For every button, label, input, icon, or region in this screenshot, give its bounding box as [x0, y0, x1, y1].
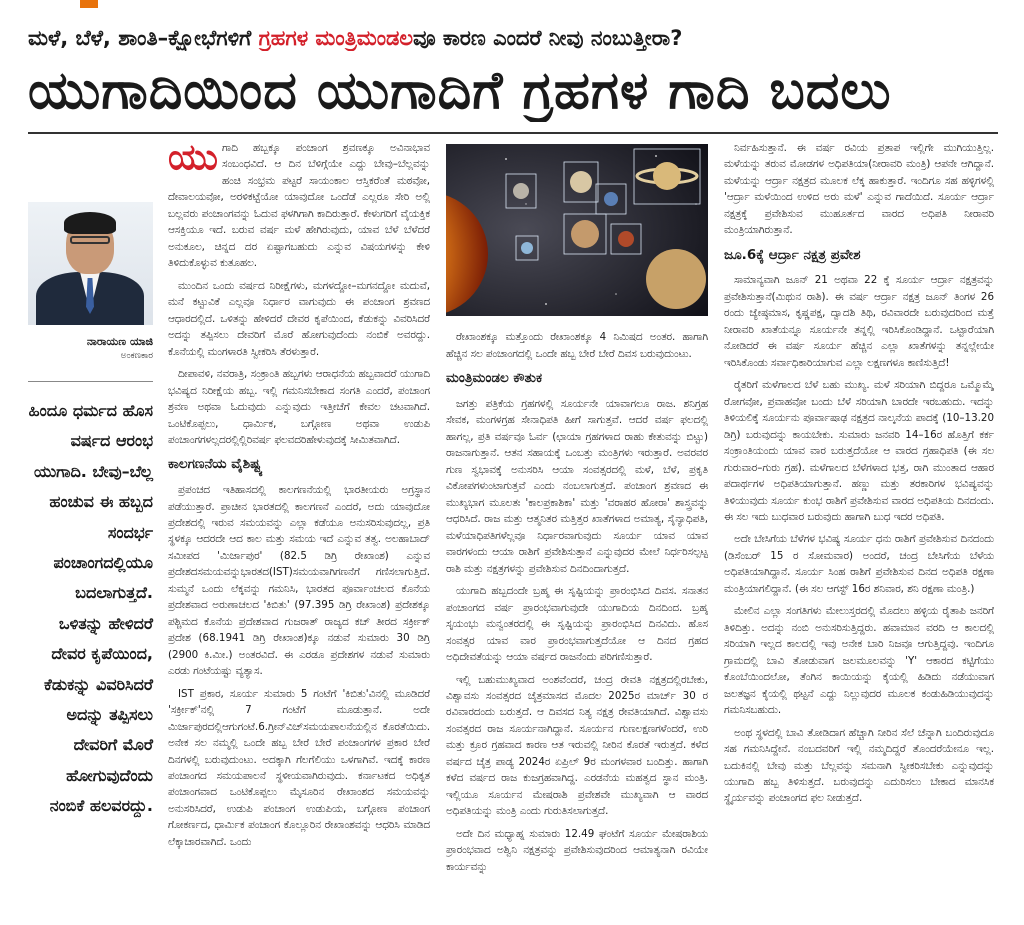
- col3-para-5: ಮೇಲಿನ ಎಲ್ಲಾ ಸಂಗತಿಗಳು ಮೇಲುಸ್ತರದಲ್ಲಿ ಮೊದಲು ಹಳ್ಳಿಯ ರೈತಾಪಿ ಜನರಿಗೆ ತಿಳಿದಿತ್ತು. ಅದನ್ನು ನಂಬಿ ಅನುಸರಿಸುತ್ತಿದ್ದರು. ಹವಾಮಾನ ವರದಿ ಆ ಕಾಲದಲ್ಲಿ ಸರಿಯಾಗಿ ಇಲ್ಲದ ಕಾಲದಲ್ಲಿ ಇವು ಅನೇಕ ಬಾರಿ ನಿಜವೂ ಆಗುತ್ತಿದ್ದವು. ಇಂದಿಗೂ ಗ್ರಾಮದಲ್ಲಿ ಬಾವಿ ತೋಡುವಾಗ ಜಲಮೂಲವನ್ನು 'Y' ಆಕಾರದ ಕಟ್ಟಿಗೆಯು ಕೊಂಬೆಯಿಂದಲೋ, ತೆಂಗಿನ ಕಾಯಿಯನ್ನು ಕೈಯಲ್ಲಿ ಹಿಡಿದು ನಡೆಯುವಾಗ ಜಲತಜ್ಞನ ಕೈಯಲ್ಲಿ ಥಟ್ಟನೆ ಎದ್ದು ನಿಲ್ಲುವುದರ ಮೂಲಕ ಕಂಡುಹಿಡಿಯುವುದನ್ನು ಗಮನಿಸಬಹುದು.: [724, 605, 994, 717]
- col1-para-4: ಪ್ರಪಂಚದ ಇತಿಹಾಸದಲ್ಲಿ ಕಾಲಗಣನೆಯಲ್ಲಿ ಭಾರತೀಯರು ಅಗ್ರಸ್ಥಾನ ಪಡೆಯುತ್ತಾರೆ. ಪ್ರಾಚೀನ ಭಾರತದಲ್ಲಿ ಕಾಲಗಣನೆ ಎಂದರೆ, ಅದು ಯಾವುದೋ ಪ್ರದೇಶದಲ್ಲಿ ಇರುವ ಸಮಯವನ್ನು ಎಲ್ಲಾ ಕಡೆಯೂ ಅನುಸರಿಸುವುದಲ್ಲ, ಪ್ರತಿ ಸ್ಥಳಕ್ಕೂ ಆದರದೇ ಆದ ಕಾಲ ಮತ್ತು ಸಮಯ ಇದೆ ಎನ್ನುವ ತತ್ವ. ಅಲಹಾಬಾದ್ ಸಮೀಪದ 'ಮಿರ್ಜಾಪುರ' (82.5 ಡಿಗ್ರಿ ರೇಖಾಂಶ) ಎನ್ನುವ ಪ್ರದೇಶದಸಮಯವನ್ನುಭಾರತದ(IST)ಸಮಯವಾಗಿಗಣನೆಗೆ ಗಣಿಸಲಾಗುತ್ತಿದೆ. ಸುಮ್ಮನೆ ಒಂದು ಲೆಕ್ಕವನ್ನು ಗಮನಿಸಿ, ಭಾರತದ ಪೂರ್ವಾಂಚಲದ ಕೊನೆಯ ಪ್ರದೇಶವಾದ ಅರುಣಾಚಲದ 'ಕಿಬಿತು' (97.395 ಡಿಗ್ರಿ ರೇಖಾಂಶ) ಪ್ರದೇಶಕ್ಕೂ ಪಶ್ಚಿಮದ ಕೊನೆಯ ಪ್ರದೇಶವಾದ ಗುಜರಾತ್ ರಾಜ್ಯದ ಕಚ್ ತೀರದ ಸರ್ಕ್ರೀಕ್ ಪ್ರದೇಶ (68.1941 ಡಿಗ್ರಿ ರೇಖಾಂಶ)ಕ್ಕೂ ನಡುವೆ ಸುಮಾರು 30 ಡಿಗ್ರಿ (2900 ಕಿ.ಮೀ.) ಅಂತರವಿದೆ. ಈ ಎರಡೂ ಪ್ರದೇಶಗಳ ನಡುವೆ ಸುಮಾರು ಎರಡು ಗಂಟೆಯಷ್ಟು ವ್ಯತ್ಯಾಸ.: [168, 484, 430, 678]
- headline-rule: [28, 132, 998, 134]
- col2-para-3: ಯುಗಾದಿ ಹಬ್ಬದಂದೇ ಬ್ರಹ್ಮ ಈ ಸೃಷ್ಟಿಯನ್ನು ಪ್ರಾರಂಭಿಸಿದ ದಿವಸ. ಸನಾತನ ಪಂಚಾಂಗದ ವರ್ಷ ಪ್ರಾರಂಭವಾಗುವುದೇ ಯುಗಾದಿಯ ದಿನದಿಂದ. ಬ್ರಹ್ಮ ಸೃಯಂಭು ಮನ್ವಂತರದಲ್ಲಿ ಈ ಸೃಷ್ಟಿಯನ್ನು ಪ್ರಾರಂಭಿಸಿದ ದಿನವಿದು. ಹೊಸ ಸಂವತ್ಸರ ಯಾವ ವಾರ ಪ್ರಾರಂಭವಾಗುತ್ತದೆಯೋ ಆ ದಿನದ ಗ್ರಹದ ಅಧಿದೇವತೆಯನ್ನು ಆಯಾ ವರ್ಷದ ರಾಜನೆಂದು ಪರಿಗಣಿಸುತ್ತಾರೆ.: [446, 585, 708, 664]
- article-column-1: [168, 140, 430, 920]
- author-photo: [28, 202, 153, 325]
- col3-para-2: ಸಾಮಾನ್ಯವಾಗಿ ಜೂನ್ 21 ಅಥವಾ 22 ಕ್ಕೆ ಸೂರ್ಯ ಆರ್ದ್ರಾ ನಕ್ಷತ್ರವನ್ನು ಪ್ರವೇಶಿಸುತ್ತಾನೆ(ಮಿಥುನ ರಾಶಿ). ಈ ವರ್ಷ ಆರ್ದ್ರಾ ನಕ್ಷತ್ರ ಜೂನ್ ತಿಂಗಳ 26 ರಂದು ಜ್ಯೇಷ್ಠಮಾಸ, ಕೃಷ್ಣಪಕ್ಷ, ದ್ವಾದಶಿ ತಿಥಿ, ರವಿವಾರದೇ ಬರುವುದರಿಂದ ಮತ್ತೆ ನೀರಾವರಿ ಖಾತೆಯನ್ನೂ ಸೂರ್ಯನೇ ತನ್ನಲ್ಲಿ ಇರಿಸಿಕೊಂಡಿದ್ದಾನೆ. ಒಟ್ಟಾರೆಯಾಗಿ ನೋಡಿದರೆ ಈ ವರ್ಷ ಸೂರ್ಯ ಹೆಚ್ಚಿನ ಎಲ್ಲಾ ಖಾತೆಗಳನ್ನು ತನ್ನಲ್ಲೇಯೇ ಇರಿಸಿಕೊಂಡು ಸರ್ವಾಧಿಕಾರಿಯಾಗುವ ಎಲ್ಲಾ ಲಕ್ಷಣಗಳೂ ಕಾಣಿಸುತ್ತಿದೆ!: [724, 274, 994, 369]
- kicker-line: [28, 26, 998, 51]
- col3-para-6: ಅಂಥ ಸ್ಥಳದಲ್ಲಿ ಬಾವಿ ತೋಡಿದಾಗ ಹೆಚ್ಚಾಗಿ ನೀರಿನ ಸೆಲೆ ಚೆನ್ನಾಗಿ ಬಂದಿರುವುದೂ ಸಹ ಗಮನಿಸಿದ್ದೇನೆ. ನಂಬದವರಿಗೆ ಇಲ್ಲಿ ನಮ್ಮದಿದ್ದರೆ ತೊಂದರೆಯೇನೂ ಇಲ್ಲ. ಬದುಕಿನಲ್ಲಿ ಬೇವು ಮತ್ತು ಬೆಲ್ಲವನ್ನು ಸಮನಾಗಿ ಸ್ವೀಕರಿಸಬೇಕು ಎನ್ನುವುದನ್ನು ಯುಗಾದಿ ಹಬ್ಬ ತಿಳಿಸುತ್ತದೆ. ಬರುವುದನ್ನು ಎದುರಿಸಲು ಬೇಕಾದ ಮಾನಸಿಕ ಸ್ಥೈರ್ಯವನ್ನು ಪಂಚಾಂಗದ ಫಲ ನೀಡುತ್ತದೆ.: [724, 726, 994, 805]
- drop-cap: ಯು: [168, 140, 219, 178]
- subhead-ardra: ಜೂ.6ಕ್ಕೆ ಆರ್ದ್ರಾ ನಕ್ಷತ್ರ ಪ್ರವೇಶ: [724, 246, 861, 263]
- pull-quote: ಹಿಂದೂ ಧರ್ಮದ ಹೊಸ ವರ್ಷದ ಆರಂಭ ಯುಗಾದಿ. ಬೇವು–ಬೆಲ್ಲ ಹಂಚುವ ಈ ಹಬ್ಬದ ಸಂದರ್ಭ ಪಂಚಾಂಗದಲ್ಲಿಯೂ ಬದಲಾಗುತ್ತದೆ. ಒಳಿತನ್ನು ಹೇಳಿದರೆ ದೇವರ ಕೃಪೆಯಿಂದ, ಕೆಡುಕನ್ನು ವಿವರಿಸಿದರೆ ಅದನ್ನು ತಪ್ಪಿಸಲು ದೇವರಿಗೆ ಮೊರೆ ಹೋಗುವುದೆಂದು ನಂಬಿಕೆ ಹಲವರದ್ದು.: [28, 401, 153, 816]
- headline: ಯುಗಾದಿಯಿಂದ ಯುಗಾದಿಗೆ ಗ್ರಹಗಳ ಗಾದಿ ಬದಲು: [28, 62, 892, 121]
- col1-para-2: ಮುಂದಿನ ಒಂದು ವರ್ಷದ ನಿರೀಕ್ಷೆಗಳು, ಮಗಳದ್ದೋ–ಮಗನದ್ದೋ ಮದುವೆ, ಮನೆ ಕಟ್ಟುವಿಕೆ ಎಲ್ಲವೂ ನಿರ್ಧಾರ ವಾಗುವುದು ಈ ಪಂಚಾಂಗ ಶ್ರವಣದ ಆಧಾರದಲ್ಲಿದೆ. ಒಳಿತನ್ನು ಹೇಳಿದರೆ ದೇವರ ಕೃಪೆಯಿಂದ, ಕೆಡುಕನ್ನು ವಿವರಿಸಿದರೆ ಅದನ್ನು ತಪ್ಪಿಸಲು ದೇವರಿಗೆ ಮೊರೆ ಹೋಗುವುದೆಂದು ನಂಬಿಕೆ ಅವರದ್ದು. ಕೊನೆಯಲ್ಲಿ ಮಂಗಳಾರತಿ ಸ್ವೀಕರಿಸಿ ತೆರಳುತ್ತಾರೆ.: [168, 279, 430, 358]
- author-divider: [28, 381, 153, 382]
- kicker-highlight: ಗ್ರಹಗಳ ಮಂತ್ರಿಮಂಡಲ: [258, 26, 413, 50]
- col3-para-1: ನಿರ್ವಹಿಸುತ್ತಾನೆ. ಈ ವರ್ಷ ರವಿಯ ಪ್ರತಾಪ ಇಲ್ಲಿಗೇ ಮುಗಿಯುತ್ತಿಲ್ಲ. ಮಳೆಯನ್ನು ತರುವ ಮೋಡಗಳ ಅಧಿಪತಿಯಾ(ನೀರಾವರಿ ಮಂತ್ರಿ) ಆಪನೇ ಆಗಿದ್ದಾನೆ. ಮಳೆಯನ್ನು ಆರ್ದ್ರಾ ನಕ್ಷತ್ರದ ಮೂಲಕ ಲೆಕ್ಕ ಹಾಕುತ್ತಾರೆ. ಇಂದಿಗೂ ಸಹ ಹಳ್ಳಿಗಳಲ್ಲಿ 'ಆರ್ದ್ರಾ ಮಳೆಯಿಂದ ಉಳಿದ ಅರು ಮಳೆ' ಎನ್ನುವ ಗಾದೆಯಿದೆ. ಸೂರ್ಯ ಆರ್ದ್ರಾ ನಕ್ಷತ್ರಕ್ಕೆ ಪ್ರವೇಶಿಸುವ ಮುಹೂರ್ತದ ವಾರದ ಅಧಿಪತಿ ನೀರಾವರಿ ಮಂತ್ರಿಯಾಗಿರುತ್ತಾನೆ.: [724, 142, 994, 237]
- article-column-2: [446, 140, 708, 920]
- col2-para-2: ಜಗತ್ತು ಪತ್ರಿಕೆಯ ಗ್ರಹಗಳಲ್ಲಿ ಸೂರ್ಯನೇ ಯಾವಾಗಲೂ ರಾಜ. ಶನಿಗ್ರಹ ಸೇವಕ, ಮಂಗಳಗ್ರಹ ಸೇನಾಧಿಪತಿ ಹೀಗೆ ಸಾಗುತ್ತವೆ. ಆದರೆ ವರ್ಷ ಫಲದಲ್ಲಿ ಹಾಗಲ್ಲ, ಪ್ರತಿ ವರ್ಷವೂ ಓರ್ವ (ಛಾಯಾ ಗ್ರಹಗಳಾದ ರಾಹು ಕೇತುವನ್ನು ಬಿಟ್ಟು) ರಾಜನಾಗುತ್ತಾನೆ. ಆತನ ಸಹಾಯಕ್ಕೆ ಒಂಬತ್ತು ಮಂತ್ರಿಗಳು ಇರುತ್ತಾರೆ. ಅವರವರ ಗುಣ ಸ್ವಭಾವಕ್ಕೆ ಅನುಸರಿಸಿ ಆಯಾ ಸಂವತ್ಸರದಲ್ಲಿ ಮಳೆ, ಬೆಳೆ, ಪ್ರಕೃತಿ ವಿಕೋಪಗಳುಂಟಾಗುತ್ತವೆ ಎಂದು ನಂಬಲಾಗುತ್ತದೆ. ಪಂಚಾಂಗ ಶ್ರವಣದ ಈ ಮುಖ್ಯಭಾಗ ಮೂಲತಃ 'ಕಾಲಪ್ರಕಾಶಿಕಾ' ಮತ್ತು 'ವರಾಹರ ಹೋರಾ' ಶಾಸ್ತ್ರವನ್ನು ಆಧರಿಸಿದೆ. ರಾಜ ಮತ್ತು ಆತ್ಮನಿತರ ಮತ್ತಿತ್ತರ ಖಾತೆಗಳಾದ ಅಮಾತ್ಯ, ಸೈನ್ಯಾಧಿಪತಿ, ಮಳೆಯಾಧಿಪತಿಗಳೆಲ್ಲವೂ ನಿರ್ಧಾರವಾಗುವುದು ಸೂರ್ಯ ಯಾವ ಯಾವ ವಾರಗಳಂದು ಆಯಾ ರಾಶಿಗೆ ಪ್ರವೇಶಿಸುತ್ತಾನೆ ಎನ್ನುವುದರ ಮೇಲೆ ನಿರ್ಧರಿಸಲ್ಪಟ್ಟ ರಾಶಿ ಮತ್ತು ನಕ್ಷತ್ರಗಳನ್ನು ಪ್ರವೇಶಿಸುವ ದಿನದಿಂದಾಗುತ್ತದೆ.: [446, 398, 708, 575]
- col1-para-3: ದೀಪಾವಳಿ, ನವರಾತ್ರಿ, ಸಂಕ್ರಾಂತಿ ಹಬ್ಬಗಳು ಆರಾಧನೆಯ ಹಬ್ಬವಾದರೆ ಯುಗಾದಿ ಭವಿಷ್ಯದ ನಿರೀಕ್ಷೆಯ ಹಬ್ಬ. ಇಲ್ಲಿ ಗಮನಿಸಬೇಕಾದ ಸಂಗತಿ ಎಂದರೆ, ಪಂಚಾಂಗ ಶ್ರವಣ ಅಥವಾ ಓದುವುದು ಎನ್ನುವುದು ಇತ್ತೀಚೆಗೆ ಕೇವಲ ಚಟವಾಗಿದೆ. ಒಂಟಿಕೊಪ್ಪಲು, ಧಾರ್ಮಿಕ, ಬಗ್ಗೋಣ ಅಥವಾ ಉಡುಪಿ ಪಂಚಾಂಗಗಳಲ್ಲದರಲ್ಲಿಲ್ಲಿರಿವರ್ಷ ಫಲವದರಿಹೇಳುವುದಕ್ಕೆ ಸೀಮಿತವಾಗಿದೆ.: [168, 368, 430, 446]
- col2-para-1: ರೇಖಾಂಶಕ್ಕೂ ಮತ್ತೊಂದು ರೇಖಾಂಶಕ್ಕೂ 4 ನಿಮಿಷದ ಅಂತರ. ಹಾಗಾಗಿ ಹೆಚ್ಚಿನ ಸಲ ಪಂಚಾಂಗದಲ್ಲಿ ಒಂದೇ ಹಬ್ಬ ಬೇರೆ ಬೇರೆ ದಿವಸ ಬರುವುದುಂಟು.: [446, 331, 708, 360]
- col3-para-4: ಅದೇ ಬೇಸಿಗೆಯ ಬೆಳೆಗಳ ಭವಿಷ್ಯ ಸೂರ್ಯ ಧನು ರಾಶಿಗೆ ಪ್ರವೇಶಿಸುವ ದಿನದಂದು (ಡಿಸೆಂಬರ್ 15 ರ ಸೋಮವಾರ) ಅಂದರೆ, ಚಂದ್ರ ಬೇಸಿಗೆಯ ಬೆಳೆಯ ಅಧಿಪತಿಯಾಗಿದ್ದಾನೆ. ಸೂರ್ಯ ಸಿಂಹ ರಾಶಿಗೆ ಪ್ರವೇಶಿಸುವ ದಿನದ ಅಧಿಪತಿ ರಕ್ಷಣಾ ಮಂತ್ರಿಯಾಗಲಿದ್ದಾನೆ. (ಈ ಸಲ ಆಗಸ್ಟ್ 16ರ ಶನಿವಾರ, ಶನಿ ರಕ್ಷಣಾ ಮಂತ್ರಿ.): [724, 533, 994, 595]
- col2-para-5: ಅದೇ ದಿನ ಮಧ್ಯಾಹ್ನ ಸುಮಾರು 12.49 ಘಂಟೆಗೆ ಸೂರ್ಯ ಮೇಷರಾಶಿಯ ಪ್ರಾರಂಭವಾದ ಅಶ್ವಿನಿ ನಕ್ಷತ್ರವನ್ನು ಪ್ರವೇಶಿಸುವುದರಿಂದ ಆಮಾತ್ಯನಾಗಿ ರವಿಯೇ ಕಾರ್ಯವನ್ನು: [446, 827, 708, 873]
- col3-para-3: ರೈತರಿಗೆ ಮಳೆಗಾಲದ ಬೆಳೆ ಬಹು ಮುಖ್ಯ. ಮಳೆ ಸರಿಯಾಗಿ ಬಿದ್ದರೂ ಒಮ್ಮೊಮ್ಮೆ ರೋಗವೋ, ಪ್ರವಾಹವೋ ಬಂದು ಬೆಳೆ ಸರಿಯಾಗಿ ಬಾರದೇ ಇರಬಹುದು. ಇದನ್ನು ತಿಳಿಯಲಿಕ್ಕೆ ಸೂರ್ಯನು ಪೂರ್ವಾಷಾಢ ನಕ್ಷತ್ರದ ನಾಲ್ಕನೆಯ ಪಾದಕ್ಕೆ (10–13.20 ಡಿಗ್ರಿ) ಬರುವುದನ್ನು ಕಾಯಬೇಕು. ಸುಮಾರು ಜನವರಿ 14–16ರ ಹೊತ್ತಿಗೆ ಕರ್ಕ ಸಂಕ್ರಾಂತಿಯಂದು ಯಾವ ವಾರ ಬರುತ್ತದೆಯೋ ಆ ವಾರದ ಗ್ರಹಾಧಿಪತಿ (ಈ ಸಲ ಗುರುವಾರ–ಗುರು ಗ್ರಹ). ಮಳೆಗಾಲದ ಬೆಳೆಗಳಾದ ಭತ್ತ, ರಾಗಿ ಮುಂತಾದ ಆಹಾರ ಪದಾರ್ಥಗಳ ಅಧಿಪತಿಯಾಗುತ್ತಾನೆ. ಹಣ್ಣು ಮತ್ತು ತರಕಾರಿಗಳ ಭವಿಷ್ಯವನ್ನು ತಿಳಿಯುವುದು ಸೂರ್ಯ ಕುಂಭ ರಾಶಿಗೆ ಪ್ರವೇಶಿಸುವ ವಾರದ ಅಧಿಪತಿಯ ದಿನದಂದು. ಈ ಸಲ ಇದು ಬುಧವಾರ ಬರುವುದು ಹಾಗಾಗಿ ಬುಧ ಇದರ ಅಧಿಪತಿ.: [724, 379, 994, 523]
- subhead-mantrimandala: ಮಂತ್ರಿಮಂಡಲ ಕೌತುಕ: [446, 370, 543, 387]
- article-column-3: [724, 140, 994, 920]
- author-name: ನಾರಾಯಣ ಯಾಜಿ: [86, 335, 153, 348]
- accent-bar: [80, 0, 98, 8]
- author-column: [28, 140, 153, 920]
- author-role: ಅಂಕಣಕಾರ: [120, 351, 153, 361]
- col2-para-4: ಇಲ್ಲಿ ಬಹುಮುಖ್ಯವಾದ ಅಂಶವೆಂದರೆ, ಚಂದ್ರ ರೇವತಿ ನಕ್ಷತ್ರದಲ್ಲಿರಬೇಕು, ವಿಶ್ವಾವಸು ಸಂವತ್ಸರದ ಚೈತ್ರಮಾಸದ ಮೊದಲ 2025ರ ಮಾರ್ಚ್ 30 ರ ರವಿವಾರದಂದು ಬರುತ್ತದೆ. ಆ ದಿವಸದ ನಿತ್ಯ ನಕ್ಷತ್ರ ರೇವತಿಯಾಗಿದೆ. ವಿಶ್ವಾವಸು ಸಂವತ್ಸರದ ರಾಜ ಸೂರ್ಯನಾಗಿದ್ದಾನೆ. ಸೂರ್ಯನ ಗುಣಲಕ್ಷಣಗಳೆಂದರೆ, ಉರಿ ಮತ್ತು ಕ್ರೂರ ಗ್ರಹವಾದ ಕಾರಣ ಆತ ಇರುವಲ್ಲಿ ನೀರಿನ ಕೊರತೆ ಇರುತ್ತದೆ. ಕಳೆದ ವರ್ಷದ ಚೈತ್ರ ಪಾಡ್ಯ 2024ರ ಏಪ್ರಿಲ್ 9ರ ಮಂಗಳವಾರ ಬಂದಿತ್ತು. ಹಾಗಾಗಿ ಕಳೆದ ವರ್ಷದ ರಾಜ ಕುಜಗ್ರಹವಾಗಿದ್ದ. ಎರಡನೆಯ ಮಹತ್ವದ ಸ್ಥಾನ ಮಂತ್ರಿ. ಇಲ್ಲಿಯೂ ಸೂರ್ಯನ ಮೇಷರಾಶಿ ಪ್ರವೇಶವೇ ಮುಖ್ಯವಾಗಿ ಆ ವಾರದ ಅಧಿಪತಿಯನ್ನು ಮಂತ್ರಿ ಎಂದು ಗುರುತಿಸಲಾಗುತ್ತದೆ.: [446, 673, 708, 818]
- col1-para-1: ಗಾದಿ ಹಬ್ಬಕ್ಕೂ ಪಂಚಾಂಗ ಶ್ರವಣಕ್ಕೂ ಅವಿನಾಭಾವ ಸಂಬಂಧವಿದೆ. ಆ ದಿನ ಬೆಳಿಗ್ಗೆಯೇ ಎದ್ದು ಬೇವು–ಬೆಲ್ಲವನ್ನು ಹಂಚಿ ಸಂಭ್ರಮ ಪಟ್ಟರೆ ಸಾಯಂಕಾಲ ಆಸ್ತಿಕರೆಂತೆ ಮಠವೋ, ದೇವಾಲಯವೋ, ಅರಳಿಕಟ್ಟೆಯೋ ಯಾವುದೋ ಒಂದೆಡೆ ಎಲ್ಲರೂ ಸೇರಿ ಅಲ್ಲಿ ಬಲ್ಲವರು ಪಂಚಾಂಗವನ್ನು ಓದುವ ಫಳಗಿಗಾಗಿ ಕಾದಿರುತ್ತಾರೆ. ಕೇಳುಗರಿಗೆ ವೈಯಕ್ತಿಕ ಆಸಕ್ತಿಯೂ ಇದೆ. ಬರುವ ವರ್ಷ ಮಳೆ ಹೇಗಿರುವುದು, ಯಾವ ಬೆಳೆ ಬೆಳೆದರೆ ಅನುಕೂಲ, ಚಿನ್ನದ ದರ ಏಷ್ಟಾಗಬಹುದು ಎನ್ನುವ ವಿಷಯಗಳನ್ನು ಕೇಳಿ ತಿಳಿದುಕೊಳ್ಳುವ ಕುತೂಹಲ.: [168, 142, 430, 270]
- planets-image: [446, 144, 708, 316]
- subhead-kalaganane: ಕಾಲಗಣನೆಯ ವೈಶಿಷ್ಟ್ಯ: [168, 456, 263, 473]
- kicker-post: ವೂ ಕಾರಣ ಎಂದರೆ ನೀವು ನಂಬುತ್ತೀರಾ?: [412, 26, 683, 50]
- kicker-pre: ಮಳೆ, ಬೆಳೆ, ಶಾಂತಿ–ಕ್ಷೋಭೆಗಳಿಗೆ: [28, 26, 259, 50]
- col1-para-5: IST ಪ್ರಕಾರ, ಸೂರ್ಯ ಸುಮಾರು 5 ಗಂಟೆಗೆ 'ಕಿಬಿತು'ವಿನಲ್ಲಿ ಮೂಡಿದರೆ 'ಸರ್ಕ್ರೀಕ್'ನಲ್ಲಿ 7 ಗಂಟೆಗೆ ಮೂಡುತ್ತಾನೆ. ಅದೇ ಮಿರ್ಜಾಪುರದಲ್ಲಿಆಗುಗಂಟೆ.6.ಗ್ರೀನ್‌ವಿಚ್‌ಸಮಯಪಾಲನೆಯಲ್ಲಿನ ಕೊರತೆಯಿದು. ಅನೇಕ ಸಲ ನಮ್ಮಲ್ಲಿ ಒಂದೇ ಹಬ್ಬ ಬೇರೆ ಬೇರೆ ಪಂಚಾಂಗಗಳ ಪ್ರಕಾರ ಬೇರೆ ದಿನಗಳಲ್ಲಿ ಬರುವುದುಂಟು. ಅದಕ್ಕಾಗಿ ಗೆಲಗೆಲಿಯು ಒಳಗಾಗಿವೆ. ಇದಕ್ಕೆ ಕಾರಣ ಪಂಚಾಂಗದ ಸಮಯಪಾಲನೆ ಸ್ಥಳೀಯವಾಗಿರುವುದು. ಕರ್ನಾಟಕದ ಅಧಿಕೃತ ಪಂಚಾಂಗವಾದ ಒಂಟಿಕೊಪ್ಪಲು ಮೈಸೂರಿನ ರೇಖಾಂಶದ ಸಮಯವನ್ನು ಅನುಸರಿಸಿದರೆ, ಉಡುಪಿ ಪಂಚಾಂಗ ಉಡುಪಿಯ, ಬಗ್ಗೋಣ ಪಂಚಾಂಗ ಗೋಕರ್ಣದ, ಧಾರ್ಮಿಕ ಪಂಚಾಂಗ ಕೊಲ್ಲೂರಿನ ರೇಖಾಂಶವನ್ನು ಆಧರಿಸಿ ಮಾಡಿದ ಲೆಕ್ಕಾಚಾರವಾಗಿದೆ. ಒಂದು: [168, 687, 430, 848]
